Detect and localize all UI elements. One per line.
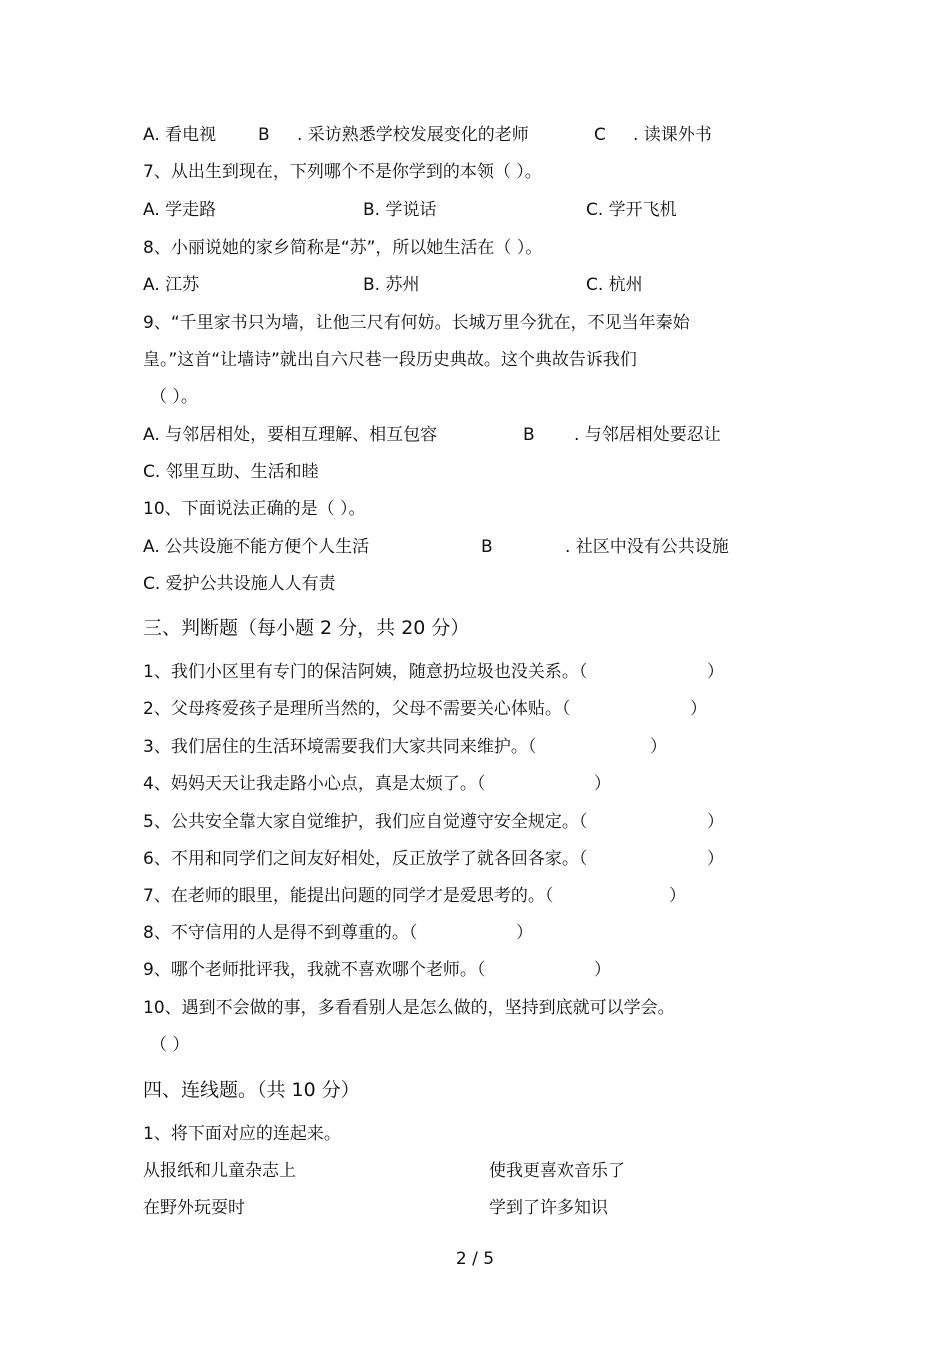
q6-option-c-text: . 读课外书 <box>633 125 712 145</box>
judge-item-7-text: 7、在老师的眼里，能提出问题的同学才是爱思考的。（ <box>143 886 554 906</box>
match-right-1: 使我更喜欢音乐了 <box>489 1161 625 1181</box>
q7-option-c: C. 学开飞机 <box>586 200 677 220</box>
judge-item-5-close: ） <box>707 812 724 832</box>
judge-item-3 <box>143 736 536 758</box>
judge-item-6-close: ） <box>707 849 724 869</box>
judge-item-9-close: ） <box>594 960 611 980</box>
judge-item-1-text: 1、我们小区里有专门的保洁阿姨，随意扔垃圾也没关系。（ <box>143 662 588 682</box>
judge-item-2-close: ） <box>690 699 707 719</box>
judge-item-2-text: 2、父母疼爱孩子是理所当然的，父母不需要关心体贴。（ <box>143 699 571 719</box>
q10-option-b-text: . 社区中没有公共设施 <box>565 537 729 557</box>
q6-option-b-letter: B <box>258 125 270 145</box>
q9-option-c: C. 邻里互助、生活和睦 <box>143 462 319 482</box>
match-left-1: 从报纸和儿童杂志上 <box>143 1161 296 1181</box>
judge-item-6-text: 6、不用和同学们之间友好相处，反正放学了就各回各家。（ <box>143 849 588 869</box>
q9-option-a: A. 与邻居相处，要相互理解、相互包容 <box>143 425 438 445</box>
q10-option-c: C. 爱护公共设施人人有责 <box>143 574 336 594</box>
judge-item-8-text: 8、不守信用的人是得不到尊重的。（ <box>143 923 418 943</box>
judge-item-9 <box>143 959 485 981</box>
q9-option-b-letter: B <box>523 425 535 445</box>
question-9-line-2: 皇。”这首“让墙诗”就出自六尺巷一段历史典故。这个典故告诉我们 <box>143 350 637 370</box>
judge-item-10-paren: （ ） <box>150 1035 190 1055</box>
judge-item-4-close: ） <box>594 774 611 794</box>
judge-item-5 <box>143 811 587 833</box>
q8-option-a: A. 江苏 <box>143 275 200 295</box>
question-8: 8、小丽说她的家乡简称是“苏”，所以她生活在（ ）。 <box>143 238 543 258</box>
judge-item-10-text: 10、遇到不会做的事，多看看别人是怎么做的，坚持到底就可以学会。 <box>143 998 675 1018</box>
question-9-line-3: （ ）。 <box>150 387 198 407</box>
q7-option-b: B. 学说话 <box>363 200 437 220</box>
judge-item-4 <box>143 773 485 795</box>
q6-options <box>143 124 216 146</box>
judge-item-5-text: 5、公共安全靠大家自觉维护，我们应自觉遵守安全规定。（ <box>143 812 588 832</box>
q8-option-b: B. 苏州 <box>363 275 420 295</box>
q10-option-a: A. 公共设施不能方便个人生活 <box>143 537 370 557</box>
match-question: 1、将下面对应的连起来。 <box>143 1124 341 1144</box>
question-7: 7、从出生到现在，下列哪个不是你学到的本领（ ）。 <box>143 162 542 182</box>
judge-item-6 <box>143 848 587 870</box>
judge-item-2 <box>143 698 570 720</box>
judge-item-7-close: ） <box>669 886 686 906</box>
q10-option-b-letter: B <box>481 537 493 557</box>
q7-option-a: A. 学走路 <box>143 200 217 220</box>
judge-item-9-text: 9、哪个老师批评我，我就不喜欢哪个老师。（ <box>143 960 486 980</box>
q6-option-b-text: . 采访熟悉学校发展变化的老师 <box>297 125 529 145</box>
judge-item-7 <box>143 885 553 907</box>
judge-item-3-text: 3、我们居住的生活环境需要我们大家共同来维护。（ <box>143 737 537 757</box>
section-3-heading: 三、判断题（每小题 2 分，共 20 分） <box>143 617 470 639</box>
judge-item-8 <box>143 922 417 944</box>
judge-item-10 <box>143 997 675 1019</box>
judge-item-4-text: 4、妈妈天天让我走路小心点，真是太烦了。（ <box>143 774 486 794</box>
match-left-2: 在野外玩耍时 <box>143 1198 245 1218</box>
question-9-line-1: 9、“千里家书只为墙，让他三尺有何妨。长城万里今犹在，不见当年秦始 <box>143 313 690 333</box>
judge-item-3-close: ） <box>650 737 667 757</box>
q8-option-c: C. 杭州 <box>586 275 643 295</box>
q6-option-c-letter: C <box>594 125 606 145</box>
judge-item-1-close: ） <box>707 662 724 682</box>
question-10: 10、下面说法正确的是（ ）。 <box>143 499 366 519</box>
page-number: 2 / 5 <box>455 1249 495 1269</box>
section-4-heading: 四、连线题。（共 10 分） <box>143 1079 360 1101</box>
judge-item-8-close: ） <box>516 923 533 943</box>
judge-item-1 <box>143 661 587 683</box>
q9-option-b-text: . 与邻居相处要忍让 <box>574 425 721 445</box>
match-right-2: 学到了许多知识 <box>489 1198 608 1218</box>
q6-option-a: A. 看电视 <box>143 125 217 145</box>
